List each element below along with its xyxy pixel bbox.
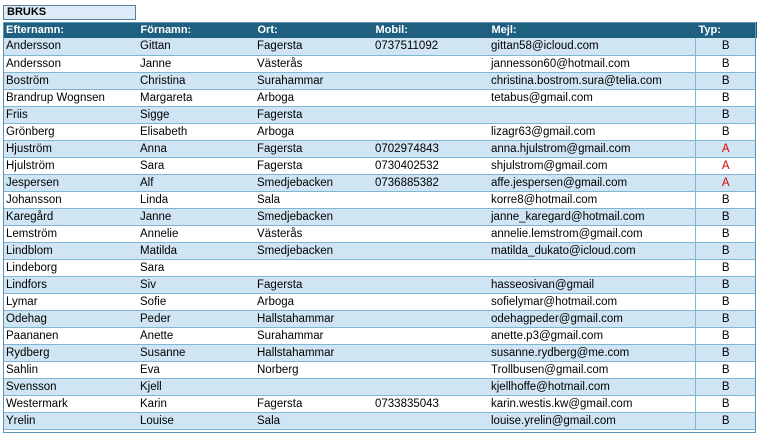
- cell-ort[interactable]: Västerås: [254, 55, 372, 72]
- cell-fornamn[interactable]: Louise: [137, 412, 254, 429]
- table-row: [3, 72, 756, 89]
- cell-mejl[interactable]: matilda_dukato@icloud.com: [488, 242, 695, 259]
- cell-mobil[interactable]: [372, 276, 488, 293]
- cell-typ[interactable]: B: [695, 38, 756, 55]
- table-row: [3, 344, 756, 361]
- column-header-mobil[interactable]: Mobil:: [372, 22, 488, 38]
- cell-mobil[interactable]: 0702974843: [372, 140, 488, 157]
- cell-typ[interactable]: B: [695, 327, 756, 344]
- cell-mejl[interactable]: hasseosivan@gmail: [488, 276, 695, 293]
- cell-ort[interactable]: Surahammar: [254, 327, 372, 344]
- cell-ort[interactable]: Fagersta: [254, 106, 372, 123]
- header-row: [3, 22, 756, 38]
- cell-ort[interactable]: Västerås: [254, 225, 372, 242]
- cell-efternamn[interactable]: Andersson: [3, 38, 137, 55]
- cell-efternamn[interactable]: Karegård: [3, 208, 137, 225]
- cell-mejl[interactable]: karin.westis.kw@gmail.com: [488, 395, 695, 412]
- cell-mejl[interactable]: gittan58@icloud.com: [488, 38, 695, 55]
- cell-fornamn[interactable]: Janne: [137, 208, 254, 225]
- cell-fornamn[interactable]: Margareta: [137, 89, 254, 106]
- cell-typ[interactable]: B: [695, 344, 756, 361]
- cell-efternamn[interactable]: Boström: [3, 72, 137, 89]
- cell-efternamn[interactable]: Lemström: [3, 225, 137, 242]
- cell-fornamn[interactable]: Karin: [137, 395, 254, 412]
- cell-ort[interactable]: Norberg: [254, 361, 372, 378]
- cell-ort[interactable]: Arboga: [254, 123, 372, 140]
- table-row: [3, 174, 756, 191]
- cell-ort[interactable]: Fagersta: [254, 140, 372, 157]
- cell-mejl[interactable]: [488, 259, 695, 276]
- table-row: [3, 106, 756, 123]
- cell-ort[interactable]: Surahammar: [254, 72, 372, 89]
- cell-typ[interactable]: B: [695, 259, 756, 276]
- cell-typ[interactable]: B: [695, 395, 756, 412]
- cell-ort[interactable]: Sala: [254, 191, 372, 208]
- cell-efternamn[interactable]: Brandrup Wognsen: [3, 89, 137, 106]
- table-row: [3, 123, 756, 140]
- cell-mobil[interactable]: [372, 378, 488, 395]
- cell-efternamn[interactable]: Lindblom: [3, 242, 137, 259]
- cell-mobil[interactable]: [372, 106, 488, 123]
- cell-typ[interactable]: A: [695, 174, 756, 191]
- cell-mejl[interactable]: anna.hjulstrom@gmail.com: [488, 140, 695, 157]
- table-row: [3, 191, 756, 208]
- cell-fornamn[interactable]: Janne: [137, 55, 254, 72]
- cell-ort[interactable]: Smedjebacken: [254, 208, 372, 225]
- table-row: [3, 225, 756, 242]
- table-row: [3, 208, 756, 225]
- cell-fornamn[interactable]: Sara: [137, 259, 254, 276]
- cell-mejl[interactable]: [488, 106, 695, 123]
- cell-mobil[interactable]: [372, 55, 488, 72]
- cell-mobil[interactable]: [372, 327, 488, 344]
- cell-mejl[interactable]: susanne.rydberg@me.com: [488, 344, 695, 361]
- cell-ort[interactable]: Arboga: [254, 293, 372, 310]
- cell-typ[interactable]: B: [695, 225, 756, 242]
- cell-mejl[interactable]: louise.yrelin@gmail.com: [488, 412, 695, 429]
- cell-efternamn[interactable]: Lindeborg: [3, 259, 137, 276]
- table-body: [3, 38, 756, 429]
- table-row: [3, 378, 756, 395]
- cell-mobil[interactable]: [372, 225, 488, 242]
- cell-mejl[interactable]: odehagpeder@gmail.com: [488, 310, 695, 327]
- cell-mejl[interactable]: shjulstrom@gmail.com: [488, 157, 695, 174]
- contacts-table: [3, 22, 757, 430]
- cell-typ[interactable]: B: [695, 276, 756, 293]
- cell-fornamn[interactable]: Linda: [137, 191, 254, 208]
- cell-ort[interactable]: Hallstahammar: [254, 344, 372, 361]
- table-row: [3, 361, 756, 378]
- cell-mobil[interactable]: 0733835043: [372, 395, 488, 412]
- cell-mobil[interactable]: [372, 89, 488, 106]
- cell-fornamn[interactable]: Eva: [137, 361, 254, 378]
- cell-ort[interactable]: Fagersta: [254, 157, 372, 174]
- cell-ort[interactable]: Sala: [254, 412, 372, 429]
- cell-mobil[interactable]: [372, 123, 488, 140]
- cell-mejl[interactable]: christina.bostrom.sura@telia.com: [488, 72, 695, 89]
- table-row: [3, 157, 756, 174]
- cell-typ[interactable]: A: [695, 157, 756, 174]
- cell-typ[interactable]: A: [695, 140, 756, 157]
- table-row: [3, 293, 756, 310]
- sheet-title[interactable]: BRUKS: [3, 5, 136, 20]
- table-row: [3, 140, 756, 157]
- cell-ort[interactable]: [254, 259, 372, 276]
- cell-fornamn[interactable]: Alf: [137, 174, 254, 191]
- cell-efternamn[interactable]: Odehag: [3, 310, 137, 327]
- cell-mobil[interactable]: [372, 344, 488, 361]
- cell-typ[interactable]: B: [695, 412, 756, 429]
- cell-mejl[interactable]: anette.p3@gmail.com: [488, 327, 695, 344]
- table-row: [3, 89, 756, 106]
- cell-mobil[interactable]: [372, 191, 488, 208]
- cell-fornamn[interactable]: Matilda: [137, 242, 254, 259]
- table-row: [3, 412, 756, 429]
- cell-efternamn[interactable]: Paananen: [3, 327, 137, 344]
- cell-fornamn[interactable]: Sara: [137, 157, 254, 174]
- cell-mejl[interactable]: janne_karegard@hotmail.com: [488, 208, 695, 225]
- cell-typ[interactable]: B: [695, 72, 756, 89]
- column-header-ort[interactable]: Ort:: [254, 22, 372, 38]
- cell-mobil[interactable]: 0730402532: [372, 157, 488, 174]
- cell-mobil[interactable]: [372, 310, 488, 327]
- cell-efternamn[interactable]: Rydberg: [3, 344, 137, 361]
- cell-fornamn[interactable]: Sigge: [137, 106, 254, 123]
- cell-efternamn[interactable]: Lymar: [3, 293, 137, 310]
- cell-fornamn[interactable]: Peder: [137, 310, 254, 327]
- table-row: [3, 395, 756, 412]
- cell-mobil[interactable]: [372, 293, 488, 310]
- table-row: [3, 38, 756, 55]
- cell-efternamn[interactable]: Svensson: [3, 378, 137, 395]
- column-header-typ[interactable]: Typ:: [695, 22, 756, 38]
- cell-mejl[interactable]: kjellhoffe@hotmail.com: [488, 378, 695, 395]
- cell-fornamn[interactable]: Sofie: [137, 293, 254, 310]
- cell-fornamn[interactable]: Elisabeth: [137, 123, 254, 140]
- cell-mobil[interactable]: [372, 72, 488, 89]
- cell-efternamn[interactable]: Lindfors: [3, 276, 137, 293]
- cell-fornamn[interactable]: Christina: [137, 72, 254, 89]
- column-header-fornamn[interactable]: Förnamn:: [137, 22, 254, 38]
- cell-fornamn[interactable]: Susanne: [137, 344, 254, 361]
- cell-typ[interactable]: B: [695, 293, 756, 310]
- cell-efternamn[interactable]: Jespersen: [3, 174, 137, 191]
- cell-typ[interactable]: B: [695, 89, 756, 106]
- cell-mejl[interactable]: korre8@hotmail.com: [488, 191, 695, 208]
- cell-mobil[interactable]: 0737511092: [372, 38, 488, 55]
- cell-efternamn[interactable]: Sahlin: [3, 361, 137, 378]
- cell-mejl[interactable]: affe.jespersen@gmail.com: [488, 174, 695, 191]
- cell-typ[interactable]: B: [695, 378, 756, 395]
- cell-efternamn[interactable]: Andersson: [3, 55, 137, 72]
- cell-efternamn[interactable]: Westermark: [3, 395, 137, 412]
- table-row: [3, 259, 756, 276]
- cell-ort[interactable]: Arboga: [254, 89, 372, 106]
- cell-fornamn[interactable]: Annelie: [137, 225, 254, 242]
- cell-mejl[interactable]: tetabus@gmail.com: [488, 89, 695, 106]
- cell-efternamn[interactable]: Friis: [3, 106, 137, 123]
- table-row: [3, 327, 756, 344]
- cell-typ[interactable]: B: [695, 106, 756, 123]
- cell-ort[interactable]: Fagersta: [254, 395, 372, 412]
- cell-mobil[interactable]: [372, 208, 488, 225]
- cell-mobil[interactable]: 0736885382: [372, 174, 488, 191]
- cell-fornamn[interactable]: Kjell: [137, 378, 254, 395]
- cell-ort[interactable]: Fagersta: [254, 276, 372, 293]
- cell-mejl[interactable]: sofielymar@hotmail.com: [488, 293, 695, 310]
- table-row: [3, 55, 756, 72]
- cell-ort[interactable]: [254, 378, 372, 395]
- cell-typ[interactable]: B: [695, 361, 756, 378]
- cell-mobil[interactable]: [372, 259, 488, 276]
- cell-typ[interactable]: B: [695, 208, 756, 225]
- cell-ort[interactable]: Smedjebacken: [254, 174, 372, 191]
- cell-typ[interactable]: B: [695, 55, 756, 72]
- cell-mejl[interactable]: lizagr63@gmail.com: [488, 123, 695, 140]
- cell-typ[interactable]: B: [695, 123, 756, 140]
- cell-efternamn[interactable]: Johansson: [3, 191, 137, 208]
- cell-mobil[interactable]: [372, 242, 488, 259]
- cell-mobil[interactable]: [372, 412, 488, 429]
- cell-fornamn[interactable]: Anette: [137, 327, 254, 344]
- cell-fornamn[interactable]: Gittan: [137, 38, 254, 55]
- table-row: [3, 276, 756, 293]
- table-row: [3, 242, 756, 259]
- cell-ort[interactable]: Fagersta: [254, 38, 372, 55]
- cell-mejl[interactable]: jannesson60@hotmail.com: [488, 55, 695, 72]
- cell-mejl[interactable]: Trollbusen@gmail.com: [488, 361, 695, 378]
- cell-typ[interactable]: B: [695, 242, 756, 259]
- cell-efternamn[interactable]: Hjulström: [3, 157, 137, 174]
- cell-ort[interactable]: Smedjebacken: [254, 242, 372, 259]
- cell-fornamn[interactable]: Anna: [137, 140, 254, 157]
- cell-efternamn[interactable]: Hjuström: [3, 140, 137, 157]
- table-row: [3, 310, 756, 327]
- column-header-mejl[interactable]: Mejl:: [488, 22, 695, 38]
- cell-typ[interactable]: B: [695, 191, 756, 208]
- column-header-efternamn[interactable]: Efternamn:: [3, 22, 137, 38]
- cell-typ[interactable]: B: [695, 310, 756, 327]
- cell-mobil[interactable]: [372, 361, 488, 378]
- cell-mejl[interactable]: annelie.lemstrom@gmail.com: [488, 225, 695, 242]
- cell-efternamn[interactable]: Yrelin: [3, 412, 137, 429]
- cell-efternamn[interactable]: Grönberg: [3, 123, 137, 140]
- cell-ort[interactable]: Hallstahammar: [254, 310, 372, 327]
- cell-fornamn[interactable]: Siv: [137, 276, 254, 293]
